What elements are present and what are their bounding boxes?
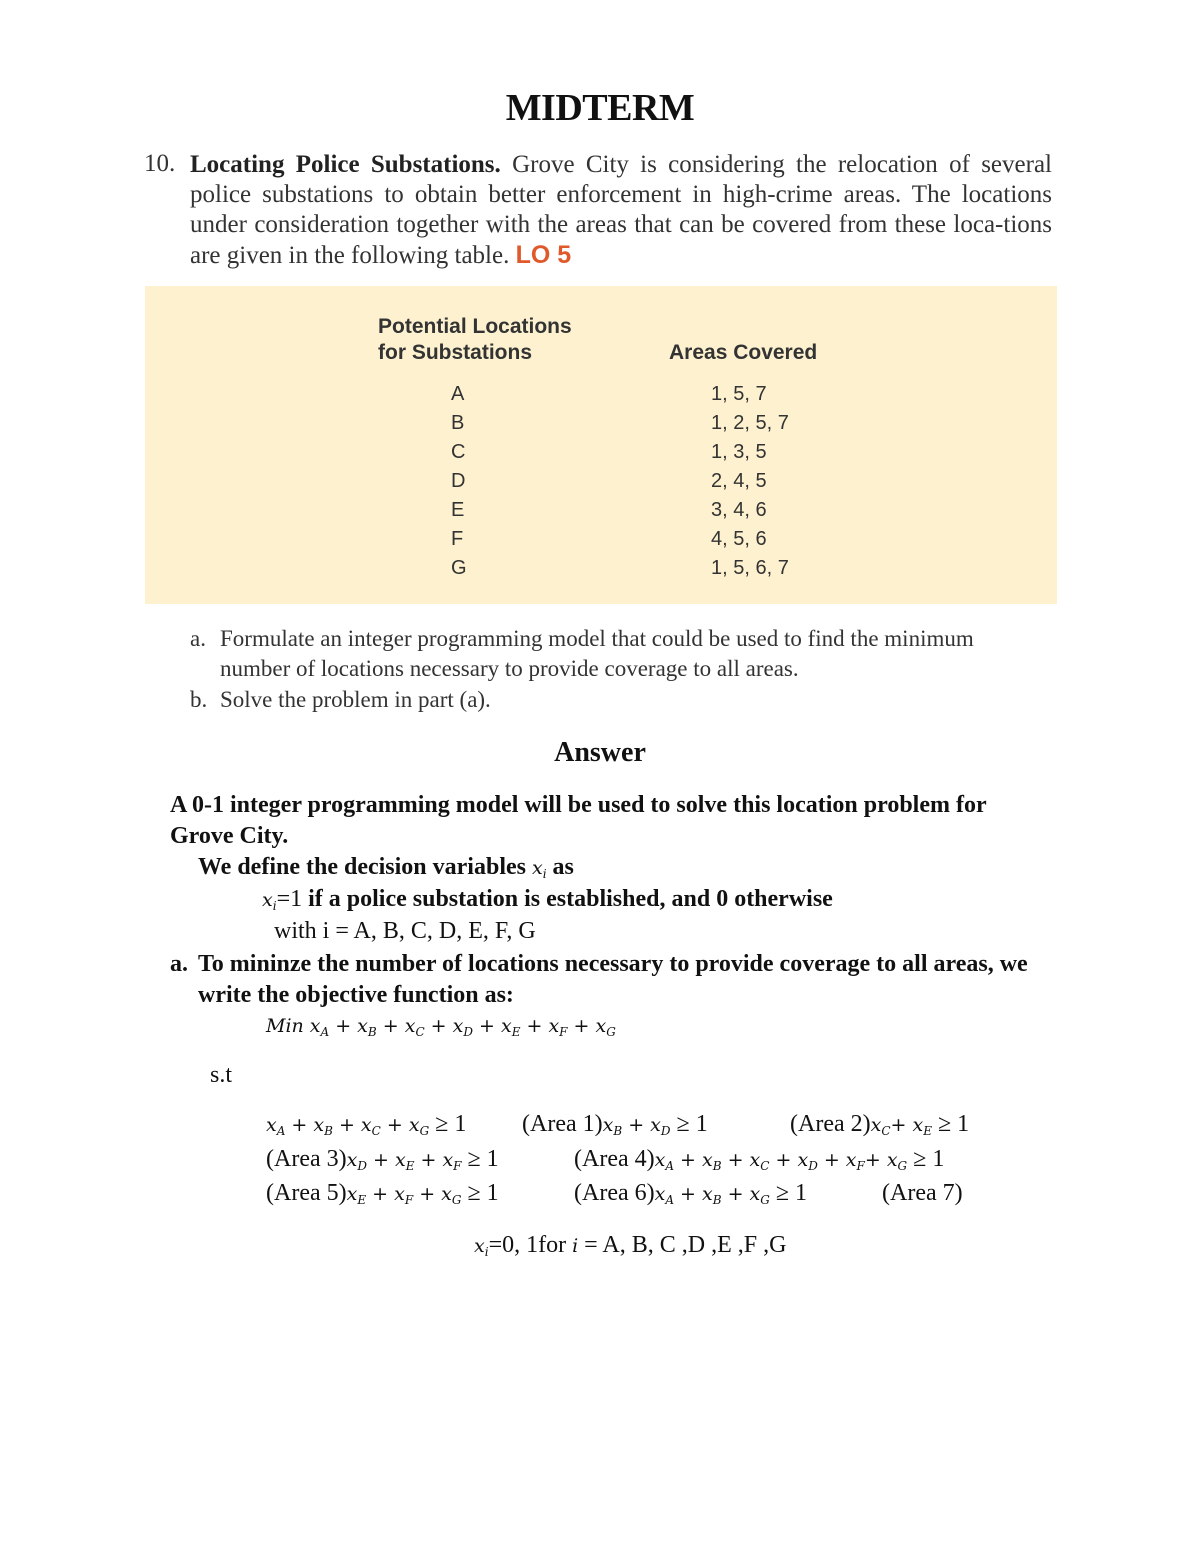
problem-statement	[190, 150, 1052, 271]
table-cell-location: F	[451, 528, 464, 550]
table-cell-areas: 1, 5, 7	[711, 383, 767, 405]
area-label-4: (Area 4)	[574, 1146, 655, 1172]
binary-domain	[474, 1232, 786, 1259]
problem-body: Grove City is considering the relocation of several police substations to obtain better enforcement in high-crime areas. The locations under consideration together with the areas that can be covered from these loca-tions are given in the following table.	[190, 151, 1052, 269]
constraint-6: (Area $5)x_E + x_F + x_G \ge 1$	[266, 1180, 499, 1207]
def-i: i	[272, 899, 277, 913]
area-label-2: (Area 2)	[790, 1111, 871, 1137]
def-text: if a police substation is established, and 0 otherwise	[308, 886, 833, 912]
min-label: Min	[266, 1015, 304, 1037]
ge: ≥ 1	[676, 1111, 708, 1137]
table-cell-location: C	[451, 441, 466, 463]
var-x: x	[531, 857, 543, 879]
answer-heading: Answer	[554, 737, 646, 768]
def-xi	[262, 889, 277, 911]
table-cell-areas: 1, 3, 5	[711, 441, 767, 463]
ge: ≥ 1	[467, 1146, 499, 1172]
domain-i: i	[572, 1235, 579, 1257]
ge: ≥ 1	[937, 1111, 970, 1137]
table-cell-areas: 3, 4, 6	[711, 499, 767, 521]
def-x: x	[262, 889, 273, 911]
table-cell-location: A	[451, 383, 465, 405]
part-a-answer-line2: write the objective function as:	[198, 982, 514, 1008]
define-text: We define the decision variables	[198, 854, 526, 880]
dom-i: i	[484, 1245, 489, 1259]
part-b-label: b.	[190, 687, 208, 712]
constraint-7: (Area $6)x_A + x_B + x_G \ge 1$	[574, 1180, 808, 1207]
problem-number: 10.	[144, 150, 176, 177]
constraint-2: (Area $1)x_B + x_D \ge 1$	[522, 1111, 708, 1138]
ge: ≥ 1	[913, 1146, 945, 1172]
part-a-answer-line1: To mininze the number of locations necessary to provide coverage to all areas, we	[198, 951, 1028, 977]
table-cell-areas: 1, 5, 6, 7	[711, 557, 789, 579]
var-i: i	[542, 867, 547, 881]
area-label-6: (Area 6)	[574, 1180, 655, 1206]
area-label-1: (Area 1)	[522, 1111, 603, 1137]
constraint-4: (Area $3)x_D + x_E + x_F \ge 1$	[266, 1146, 499, 1173]
constraint-5: (Area $4)x_A + x_B + x_C + x_D + x_F+ x_G \ge 1$	[574, 1146, 945, 1173]
lo-tag: LO 5	[515, 241, 572, 269]
column-header-areas: Areas Covered	[669, 341, 818, 364]
answer-intro-line2: Grove City.	[170, 823, 289, 849]
table-cell-location: D	[451, 470, 466, 492]
constraint-1: $x_A + x_B + x_C + x_G \ge 1$	[266, 1111, 467, 1138]
domain-for: for	[538, 1232, 567, 1258]
var-xi	[532, 857, 547, 879]
def-eq: =1	[276, 886, 303, 912]
table-cell-location: G	[451, 557, 467, 579]
answer-intro-line1: A 0-1 integer programming model will be used to solve this location problem for	[170, 792, 987, 818]
column-header-locations-line1: Potential Locations	[378, 315, 572, 338]
area-label-7: (Area 7)	[882, 1180, 963, 1206]
ge: ≥ 1	[467, 1180, 499, 1206]
part-a	[190, 624, 974, 654]
part-a-answer-label: a.	[170, 951, 188, 977]
constraint-3: (Area $2)x_C+ x_E \ge 1$	[790, 1111, 970, 1138]
part-a-line1: Formulate an integer programming model that could be used to find the minimum	[220, 626, 974, 651]
area-label-5: (Area 5)	[266, 1180, 347, 1206]
table-cell-areas: 4, 5, 6	[711, 528, 767, 550]
dom-x: x	[474, 1235, 485, 1257]
part-a-label: a.	[190, 626, 206, 651]
part-a-line2: number of locations necessary to provide coverage to all areas.	[220, 656, 799, 681]
domain-set: = A, B, C ,D ,E ,F ,G	[584, 1232, 787, 1258]
table-cell-location: E	[451, 499, 465, 521]
objective-function: Min $x_A + x_B + x_C + x_D + x_E + x_F + x_G$	[266, 1015, 616, 1039]
column-header-locations	[378, 314, 572, 366]
page-title: MIDTERM	[505, 87, 695, 129]
table-cell-areas: 1, 2, 5, 7	[711, 412, 789, 434]
column-header-locations-line2: for Substations	[378, 341, 533, 364]
problem-heading: Locating Police Substations.	[190, 151, 501, 178]
locations-table	[145, 286, 1057, 604]
area-label-3: (Area 3)	[266, 1146, 347, 1172]
ge: ≥ 1	[775, 1180, 808, 1206]
ge: ≥ 1	[435, 1111, 467, 1137]
part-b-text: Solve the problem in part (a).	[220, 687, 491, 712]
table-cell-areas: 2, 4, 5	[711, 470, 767, 492]
table-cell-location: B	[451, 412, 465, 434]
define-as: as	[552, 854, 574, 880]
subject-to: s.t	[210, 1062, 233, 1088]
part-b	[190, 685, 491, 715]
index-set: with i = A, B, C, D, E, F, G	[274, 918, 536, 944]
domain-eq: =0, 1	[488, 1232, 539, 1258]
